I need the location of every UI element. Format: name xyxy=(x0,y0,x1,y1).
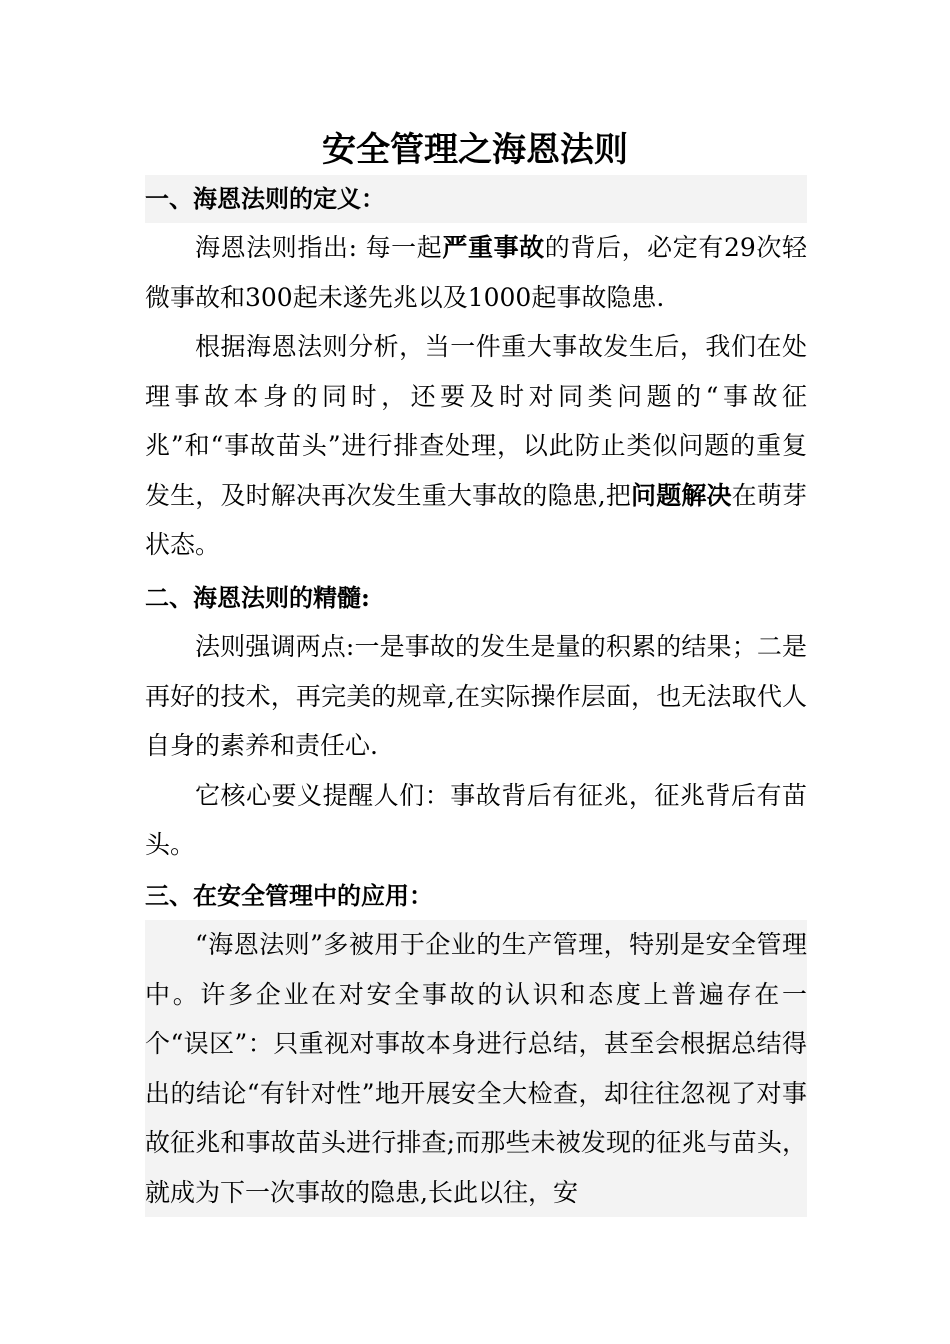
text-segment: 在萌芽状态。 xyxy=(145,480,807,559)
section-application xyxy=(145,872,807,1217)
bold-segment: 严重事故 xyxy=(442,233,545,262)
page-title: 安全管理之海恩法则 xyxy=(322,130,628,170)
section-definition xyxy=(145,175,807,570)
text-segment: 海恩法则指出: 每一起 xyxy=(195,233,443,262)
paragraph-3-1 xyxy=(145,920,807,1217)
text-segment: 法则强调两点:一是事故的发生是量的积累的结果；二是再好的技术，再完美的规章,在实际操作层面，也无法取代人自身的素养和责任心. xyxy=(145,632,807,760)
section-heading-2: 二、海恩法则的精髓: xyxy=(145,583,370,612)
text-segment: “海恩法则”多被用于企业的生产管理，特别是安全管理中。许多企业在对安全事故的认识和态度上普遍存在一个“误区”：只重视对事故本身进行总结，甚至会根据总结得出的结论“有针对性”地开展安全大检查，却往往忽视了对事故征兆和事故苗头进行排查;而那些未被发现的征兆与苗头，就成为下一次事故的隐患,长此以往，安 xyxy=(145,930,807,1207)
paragraph-1-1 xyxy=(145,223,807,322)
paragraph-1-2 xyxy=(145,322,807,570)
paragraph-2-2 xyxy=(145,771,807,870)
section-essence xyxy=(145,574,807,870)
bold-segment: 问题解决 xyxy=(631,480,732,510)
paragraph-2-1 xyxy=(145,622,807,771)
text-segment: 它核心要义提醒人们：事故背后有征兆，征兆背后有苗头。 xyxy=(145,780,807,859)
text-segment: 的背后，必定有29次轻微事故和300起未遂先兆以及1000起事故隐患. xyxy=(145,233,807,312)
section-heading-3: 三、在安全管理中的应用： xyxy=(145,881,433,910)
text-segment: 根据海恩法则分析，当一件重大事故发生后，我们在处理事故本身的同时，还要及时对同类问题的“事故征兆”和“事故苗头”进行排查处理，以此防止类似问题的重复发生，及时解决再次发生重大事故的隐患,把 xyxy=(145,332,807,510)
section-heading-1: 一、海恩法则的定义： xyxy=(145,175,807,223)
